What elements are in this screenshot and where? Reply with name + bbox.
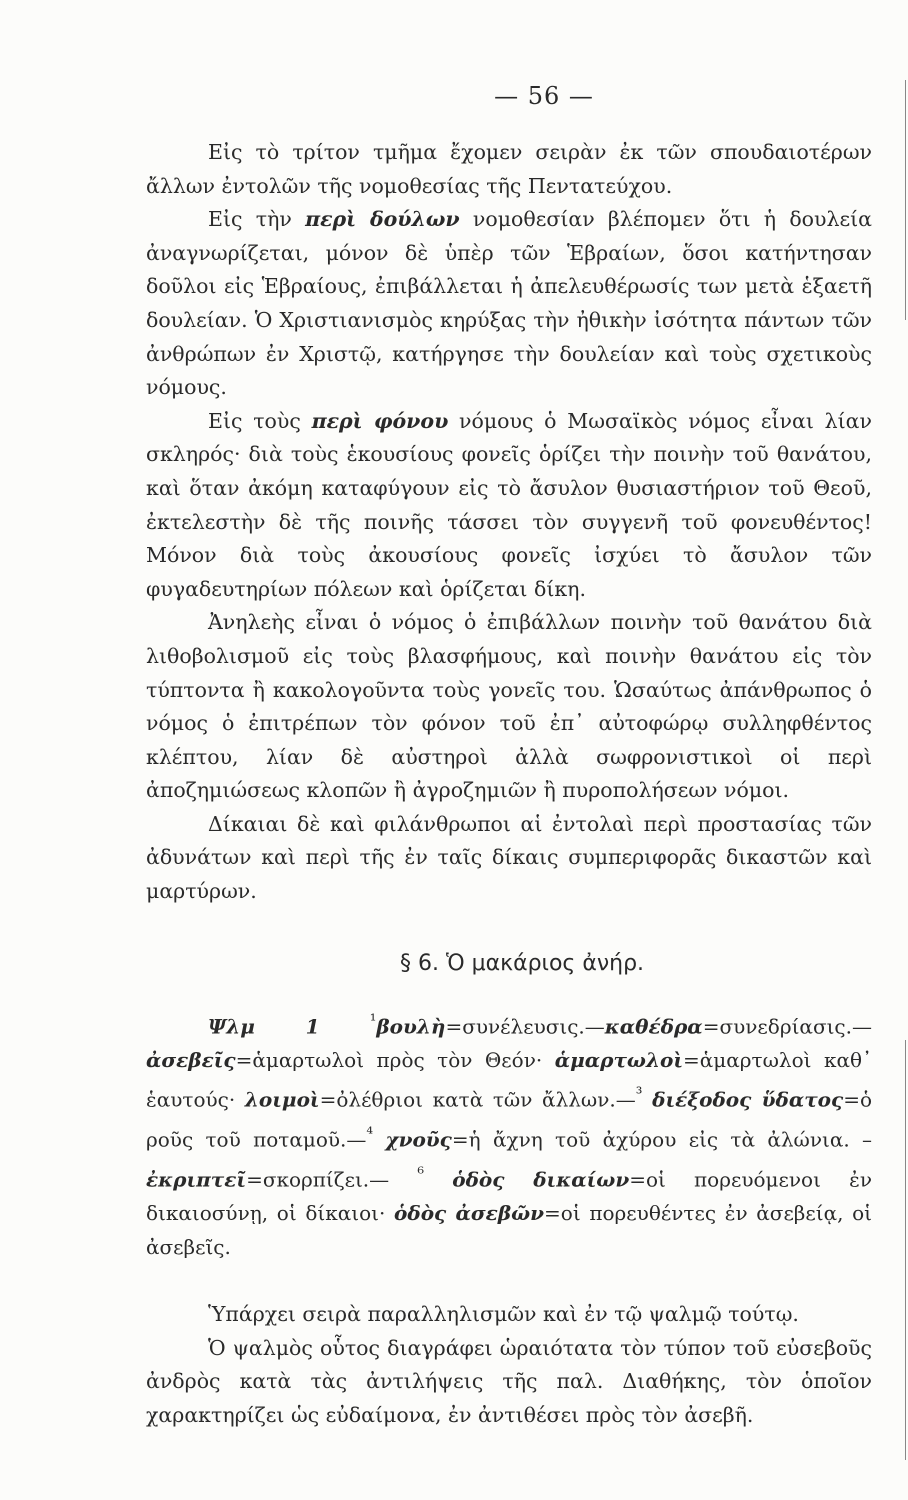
text: νομοθεσίαν βλέπομεν ὅτι ἡ δουλεία ἀναγνωρίζεται, μόνον δὲ ὑπὲρ τῶν Ἑβραίων, ὅσοι κατήντησαν δοῦλοι εἰς Ἑβραίους, ἐπιβάλλεται ἡ ἀπελευθέρωσίς των μετὰ ἑξαετῆ δουλείαν. Ὁ Χριστιανισμὸς κηρύξας τὴν ἠθικὴν ἰσότητα πάντων τῶν ἀνθρώπων ἐν Χριστῷ, κατήργησε τὴν δουλείαν καὶ τοὺς σχετικοὺς νόμους. <box>146 207 872 400</box>
definition: =συνέλευσις.— <box>445 1014 605 1039</box>
section-heading: § 6. Ὁ μακάριος ἀνήρ. <box>399 950 645 976</box>
paragraph: Ἀνηλεὴς εἶναι ὁ νόμος ὁ ἐπιβάλλων ποινὴν τοῦ θανάτου διὰ λιθοβολισμοῦ εἰς τοὺς βλασφήμους, καὶ ποινὴν θανάτου εἰς τὸν τύπτοντα ἢ κακολογοῦντα τοὺς γονεῖς του. Ὡσαύτως ἀπάνθρωπος ὁ νόμος ὁ ἐπιτρέπων τὸν φόνον τοῦ ἐπ᾿ αὐτοφώρῳ συλληφθέντος κλέπτου, λίαν δὲ αὐστηροὶ ἀλλὰ σωφρονιστικοὶ οἱ περὶ ἀποζημιώσεως κλοπῶν ἢ ἀγροζημιῶν ἢ πυροπολήσεων νόμοι. <box>146 610 872 803</box>
term: ἁμαρτωλοὶ <box>554 1047 683 1072</box>
definition: =ἁμαρτωλοὶ καθ᾿ ἑαυτούς· <box>146 1047 872 1112</box>
term: διέξοδος ὕδατος <box>652 1087 844 1112</box>
note-number: ⁴ <box>366 1124 374 1144</box>
text: Εἰς τοὺς <box>208 408 301 433</box>
page-number: — 56 — <box>494 82 594 110</box>
text: Εἰς τὴν <box>208 207 292 232</box>
emphasis: περὶ δούλων <box>305 207 460 232</box>
term: ὁδὸς ἀσεβῶν <box>394 1201 545 1226</box>
paragraph <box>146 203 872 405</box>
definition: =οἱ πορευόμενοι ἐν δικαιοσύνῃ, οἱ δίκαιοι· <box>146 1167 873 1226</box>
definition: =ὁ ροῦς τοῦ ποταμοῦ.— <box>146 1087 872 1152</box>
reference: Ψλμ 1 <box>208 1014 320 1039</box>
paragraph: Εἰς τὸ τρίτον τμῆμα ἔχομεν σειρὰν ἐκ τῶν σπουδαιοτέρων ἄλλων ἐντολῶν τῆς νομοθεσίας τῆς Πεντατεύχου. <box>146 140 872 198</box>
note-number: ¹ <box>369 1010 377 1030</box>
term: λοιμοὶ <box>244 1087 320 1112</box>
term: ὁδὸς δικαίων <box>452 1167 630 1192</box>
text: νόμους ὁ Μωσαϊκὸς νόμος εἶναι λίαν σκληρός· διὰ τοὺς ἑκουσίους φονεῖς ὁρίζει τὴν ποινὴν τοῦ θανάτου, καὶ ὅταν ἀκόμη καταφύγουν εἰς τὸ ἄσυλον θυσιαστήριον τοῦ Θεοῦ, ἐκτελεστὴν δὲ τῆς ποινῆς τάσσει τὸν συγγενῆ τοῦ φονευθέντος! Μόνον διὰ τοὺς ἀκουσίους φονεῖς ἰσχύει τὸ ἄσυλον τῶν φυγαδευτηρίων πόλεων καὶ ὁρίζεται δίκη. <box>146 408 872 601</box>
spacer <box>146 1264 872 1298</box>
term: ἐκριπτεῖ <box>146 1167 247 1192</box>
definition: =ἡ ἄχνη τοῦ ἀχύρου εἰς τὰ ἀλώνια. – <box>451 1127 873 1152</box>
definition: =οἱ πορευθέντες ἐν ἀσεβείᾳ, οἱ ἀσεβεῖς. <box>146 1201 873 1259</box>
definition: =ὀλέθριοι κατὰ τῶν ἄλλων.— <box>319 1087 636 1112</box>
note-number: ³ <box>635 1084 643 1104</box>
paragraph: Δίκαιαι δὲ καὶ φιλάνθρωποι αἱ ἐντολαὶ περὶ προστασίας τῶν ἀδυνάτων καὶ περὶ τῆς ἐν ταῖς δίκαις συμπεριφορᾶς δικαστῶν καὶ μαρτύρων. <box>146 811 872 904</box>
book-page <box>146 82 872 1433</box>
term: βουλὴ <box>376 1014 446 1039</box>
term: καθέδρα <box>604 1014 703 1039</box>
definition: =συνεδρίασις.— <box>702 1014 872 1039</box>
definition: =ἁμαρτωλοὶ πρὸς τὸν Θεόν· <box>235 1047 543 1072</box>
paragraph <box>146 405 872 607</box>
term: ἀσεβεῖς <box>146 1047 236 1072</box>
glossary-notes <box>146 1004 872 1264</box>
glossary-paragraph <box>146 1004 872 1264</box>
margin-mark <box>905 1040 906 1460</box>
definition: =σκορπίζει.— <box>246 1167 390 1192</box>
paragraph: Ὑπάρχει σειρὰ παραλληλισμῶν καὶ ἐν τῷ ψαλμῷ τούτῳ. <box>208 1302 799 1327</box>
note-number: ⁶ <box>417 1164 425 1184</box>
emphasis: περὶ φόνου <box>311 408 449 433</box>
term: χνοῦς <box>385 1127 452 1152</box>
paragraph: Ὁ ψαλμὸς οὗτος διαγράφει ὡραιότατα τὸν τύπον τοῦ εὐσεβοῦς ἀνδρὸς κατὰ τὰς ἀντιλήψεις τῆς παλ. Διαθήκης, τὸν ὁποῖον χαρακτηρίζει ὡς εὐδαίμονα, ἐν ἀντιθέσει πρὸς τὸν ἀσεβῆ. <box>146 1335 872 1427</box>
margin-mark <box>905 80 906 320</box>
